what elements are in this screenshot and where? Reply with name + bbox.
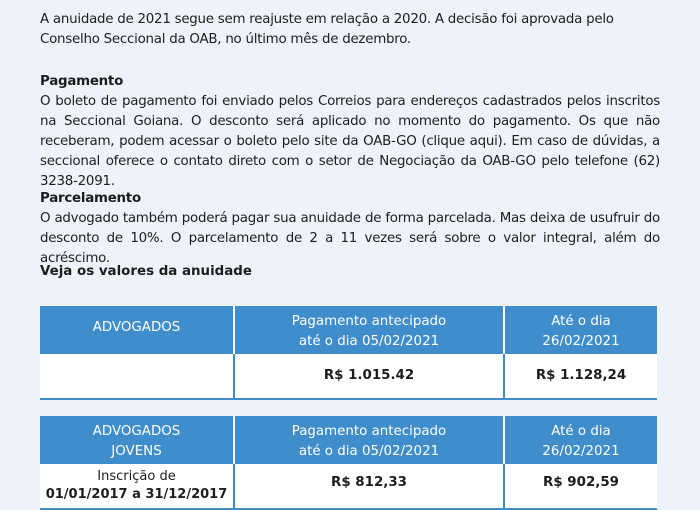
header-due-line2: 26/02/2021 <box>542 333 620 349</box>
section-pagamento <box>40 72 660 192</box>
table-header-row <box>40 306 657 354</box>
pagamento-paragraph: O boleto de pagamento foi enviado pelos Correios para endereços cadastrados pelos inscritos na Seccional Goiana. O desconto será aplicado no momento do pagamento. Os que não receberam, podem acessar o boleto pelo site da OAB-GO (clique aqui). Em caso de dúvidas, a seccional oferece o contato direto com o setor de Negociação da OAB-GO pelo telefone (62) 3238-2091. <box>40 94 660 189</box>
header-due-line1: Até o dia <box>551 423 611 439</box>
fees-table-advogados-jovens <box>40 416 657 510</box>
section-title-pagamento: Pagamento <box>40 74 124 89</box>
table-row <box>40 354 657 400</box>
header-early-line1: Pagamento antecipado <box>291 423 447 439</box>
header-category: ADVOGADOS <box>40 306 233 354</box>
header-due-date <box>503 306 657 354</box>
header-early-line2: até o dia 05/02/2021 <box>298 443 440 459</box>
section-title-parcelamento: Parcelamento <box>40 191 141 206</box>
row-label-line1: Inscrição de <box>97 469 176 484</box>
header-early-payment <box>233 416 503 464</box>
header-due-line1: Até o dia <box>551 313 611 329</box>
header-category-line1: ADVOGADOS <box>92 424 181 439</box>
section-parcelamento <box>40 189 660 269</box>
parcelamento-paragraph: O advogado também poderá pagar sua anuidade de forma parcelada. Mas deixa de usufruir do desconto de 10%. O parcelamento de 2 a 11 vezes será sobre o valor integral, além do acréscimo. <box>40 211 660 266</box>
value-early: R$ 812,33 <box>233 464 503 508</box>
value-due: R$ 902,59 <box>503 464 657 508</box>
header-early-payment <box>233 306 503 354</box>
fees-table-advogados <box>40 306 657 400</box>
header-category-line2: JOVENS <box>111 444 162 459</box>
row-label <box>40 464 233 508</box>
intro-paragraph: A anuidade de 2021 segue sem reajuste em relação a 2020. A decisão foi aprovada pelo Conselho Seccional da OAB, no último mês de dezembro. <box>40 12 614 47</box>
header-category <box>40 416 233 464</box>
header-early-line1: Pagamento antecipado <box>291 313 447 329</box>
values-heading: Veja os valores da anuidade <box>40 264 252 279</box>
header-due-date <box>503 416 657 464</box>
header-due-line2: 26/02/2021 <box>542 443 620 459</box>
row-label-empty <box>40 354 233 398</box>
row-label-line2: 01/01/2017 a 31/12/2017 <box>45 487 228 502</box>
value-early: R$ 1.015.42 <box>233 354 503 398</box>
table-header-row <box>40 416 657 464</box>
header-early-line2: até o dia 05/02/2021 <box>298 333 440 349</box>
table-row <box>40 464 657 510</box>
value-due: R$ 1.128,24 <box>503 354 657 398</box>
